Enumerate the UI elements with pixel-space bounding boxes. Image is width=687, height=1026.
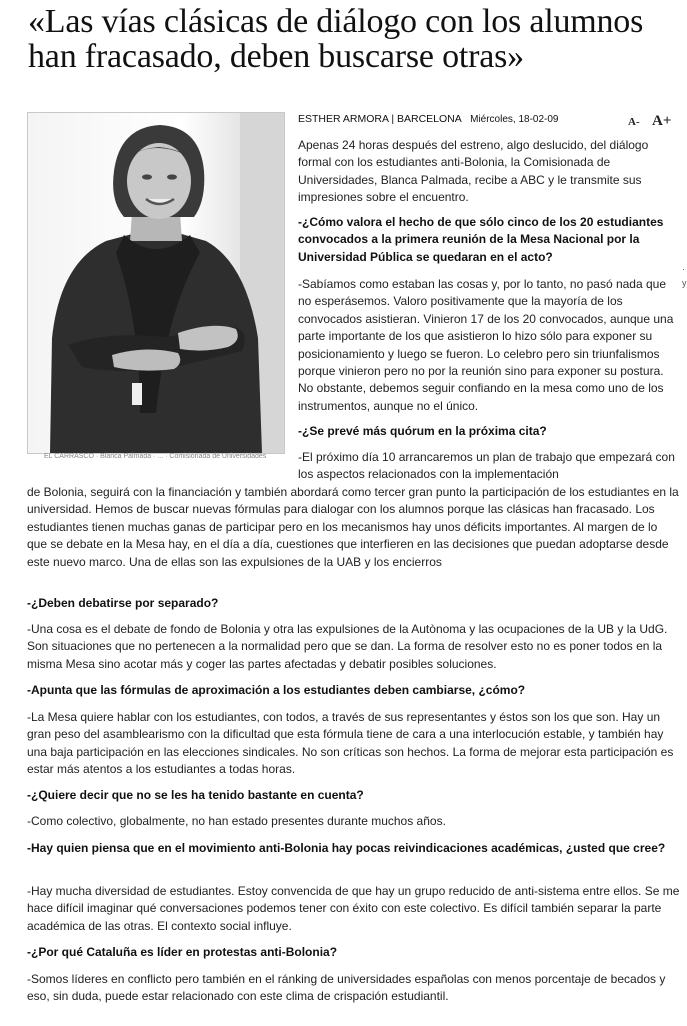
interview-question: -¿Quiere decir que no se les ha tenido bastante en cuenta?	[27, 788, 364, 802]
author-label: ESTHER ARMORA | BARCELONA	[298, 113, 462, 125]
interview-question: -¿Se prevé más quórum en la próxima cita?	[298, 424, 547, 438]
interview-question: -Apunta que las fórmulas de aproximación a los estudiantes deben cambiarse, ¿cómo?	[27, 683, 526, 697]
interview-answer: -Somos líderes en conflicto pero también en el ránking de universidades españolas con menos porcentaje de becados y eso, sin duda, puede estar relacionado con este clima de crispación estudiantil.	[27, 972, 666, 1004]
interview-answer-continued: de Bolonia, seguirá con la financiación y también abordará como tercer gran punto la participación de los estudiantes en la universidad. Hemos de buscar nuevas fórmulas para dialogar con los alumnos porque las clásicas han fracasado. Los estudiantes tienen muchas ganas de participar pero en los mecanismos hay unos déficits importantes. Al margen de lo que se debate en la Mesa hay, en el día a día, cuestiones que interfieren en las decisiones que puedan adoptarse desde este nuevo marco. Una de ellas son las expulsiones de la UAB y los encierros	[27, 485, 679, 569]
interview-answer: -La Mesa quiere hablar con los estudiantes, con todos, a través de sus representantes y éstos son los que son. Hay un gran peso del asamblearismo con la dificultad que esta fórmula tiene de cara a una interlocución estable, y también hay una baja participación en las elecciones sindicales. No son críticas son hechos. La forma de mejorar esta participación es estar más atentos a los estudiantes a todas horas.	[27, 710, 674, 777]
interview-question: -¿Por qué Cataluña es líder en protestas anti-Bolonia?	[27, 945, 338, 959]
article-paragraph: Apenas 24 horas después del estreno, algo deslucido, del diálogo formal con los estudiantes anti-Bolonia, la Comisionada de Universidades, Blanca Palmada, recibe a ABC y le transmite sus impresiones sobre el encuentro.	[298, 138, 649, 205]
decrease-font-size-button[interactable]: A-	[628, 116, 640, 128]
publish-date: Miércoles, 18-02-09	[470, 114, 559, 125]
interview-answer: -El próximo día 10 arrancaremos un plan de trabajo que empezará con los aspectos relacionados con la implementación	[298, 450, 675, 482]
article-title: «Las vías clásicas de diálogo con los alumnos han fracasado, deben buscarse otras»	[28, 3, 644, 75]
interview-question: -Hay quien piensa que en el movimiento anti-Bolonia hay pocas reivindicaciones académicas, ¿usted que cree?	[27, 841, 666, 855]
interview-question: -¿Cómo valora el hecho de que sólo cinco de los 20 estudiantes convocados a la primera reunión de la Mesa Nacional por la Universidad Pública se quedaran en el acto?	[298, 215, 664, 264]
interview-answer: -Una cosa es el debate de fondo de Bolonia y otra las expulsiones de la Autònoma y las ocupaciones de la UB y la UdG. Son situaciones que no pertenecen a la normalidad pero que se dan. La forma de resolver esto no es poner todos en la misma Mesa sino acotar más y coger las partes afectadas y debatir posibles soluciones.	[27, 622, 668, 671]
interviewee-photo	[27, 112, 285, 454]
interview-answer: -Hay mucha diversidad de estudiantes. Estoy convencida de que hay un grupo reducido de anti-sistema entre ellos. Se me hace difícil imaginar qué conversaciones podemos tener con éxito con este colectivo. Es difícil también separar la parte académica de las otras. El contexto social influye.	[27, 884, 680, 933]
interview-answer: -Sabíamos como estaban las cosas y, por lo tanto, no pasó nada que no esperásemos. Valoro positivamente que la mayoría de los convocados asistieran. Vinieron 17 de los 20 convocados, aunque una parte importante de los que asistieron lo hizo sólo para exponer su posicionamiento y luego se fueron. Lo celebro pero sin triunfalismos porque vinieron pero no por la reunión sino para exponer su postura. No obstante, debemos seguir confiando en la mesa como uno de los instrumentos, aunque no el único.	[298, 277, 674, 413]
margin-marks: · y	[682, 264, 687, 288]
interview-question: -¿Deben debatirse por separado?	[27, 596, 219, 610]
photo-caption: EL CARRASCO · Blanca Palmada · ... · Comisionada de Universidades	[44, 453, 267, 460]
article-byline	[298, 113, 618, 125]
increase-font-size-button[interactable]: A+	[652, 113, 672, 129]
interview-answer: -Como colectivo, globalmente, no han estado presentes durante muchos años.	[27, 814, 446, 828]
photo-illustration	[28, 113, 284, 453]
